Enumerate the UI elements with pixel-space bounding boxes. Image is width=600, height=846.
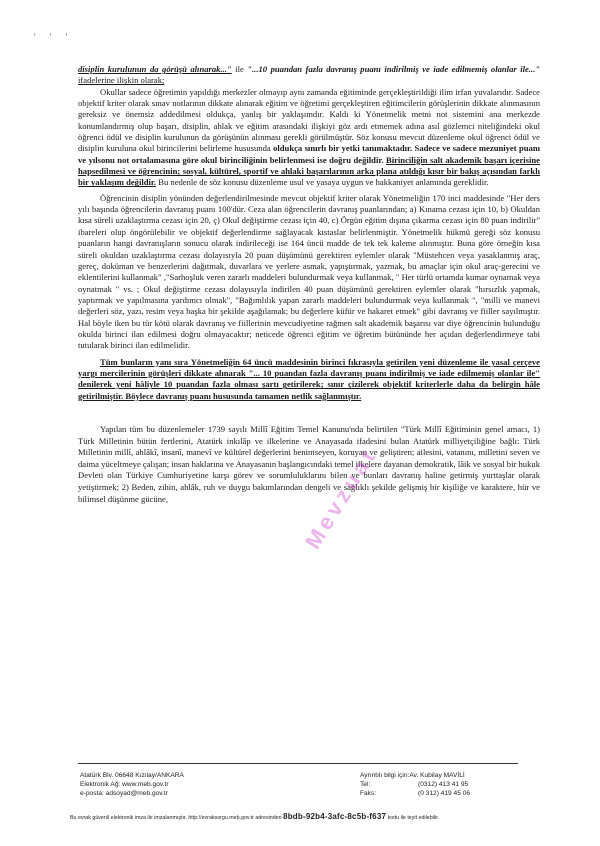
bold-run: oldukça sınırlı bir yetki tanımaktadır. Sadece ve sadece mezuniyet puanı ve yılsonu not ortalamasına göre okul birinciliğinin belirlenmesi ise doğru değildir.	[78, 143, 540, 165]
quoted-phrase: disiplin kurulunun da görüşü alınarak..."	[78, 64, 232, 74]
underlined-bold-run: Birinciliğin salt akademik başarı içerisine hapsedilmesi ve öğrencinin; sosyal, kültürel, sportif ve ahlaki başarılarının arka plana atıldığı kısır bir bakış açısından farklı bir yaklaşım değildir.	[78, 154, 540, 188]
paragraph-law-1739: Yapılan tüm bu düzenlemeler 1739 sayılı Millî Eğitim Temel Kanunu'nda belirtilen "Türk Millî Eğitiminin genel amacı, 1) Türk Milletinin bütün fertlerini, Atatürk inkılâp ve ilkelerine ve Anayasada ifadesini bulan Atatürk milliyetçiliğine bağlı: Türk Milletinin millî, ahlâkî, insanî, manevî ve kültürel değerlerini benimseyen, koruyan ve geliştiren; ailesini, vatanını, milletini seven ve daima yüceltmeye çalışan; insan haklarına ve Anayasanın başlangıcındaki temel ilkelere dayanan demokratik, lâik ve sosyal bir hukuk Devleti olan Türkiye Cumhuriyetine karşı görev ve sorumluluklarını bilen ve bunları davranış haline getirmiş yurttaşlar olarak yetiştirmek; 2) Beden, zihin, ahlâk, ruh ve duygu bakımlarından dengeli ve sağlıklı şekilde gelişmiş bir kişiliğe ve karaktere, hür ve bilimsel düşünme gücüne,	[78, 423, 540, 504]
footer-contact-row	[360, 771, 470, 780]
text-run: Okullar sadece öğretimin yapıldığı merkezler olmayıp aynı zamanda eğitiminde gerçekleştirildiği ilim irfan yuvalarıdır. Sadece objektif kriter olarak sınav notlarının dikkate alınarak eğitim ve öğretimi gerçekleştiren eğitimcilerin görüşlerinin dikkate alınmasının gereksiz ve önemsiz addedilmesi oldukça, yanlış bir yaklaşımdır. Kaldı ki Yönetmelik metni not sistemini ana merkezde konumlandırmış olup başarı, disiplin, ahlak ve eğitim arasındaki ilişkiyi göz ardı etmemek adına asıl gözlemci niteliğindeki okul öğrenci ödül ve disiplin kurulunun da görüşünün alınması gerekli görülmüştür. Söz konusu mevcut düzenleme okul öğrenci ödül ve disiplin kuruluna okul birincilerini belirleme hususunda	[78, 86, 540, 154]
verification-suffix: kodu ile teyit edilebilir.	[387, 815, 440, 821]
intro-tail: ifadelerine ilişkin olarak;	[78, 75, 165, 86]
tel-label: Tel:	[360, 781, 371, 788]
quoted-phrase: "...10 puandan fazla davranış puanı indirilmiş ve iade edilmemiş olanlar ile..."	[247, 64, 541, 74]
contact-label: Ayrıntılı bilgi için:	[360, 772, 410, 779]
footer-fax-row	[360, 789, 470, 798]
footer-email: e-posta: adsoyad@meb.gov.tr	[80, 790, 168, 797]
watermark: Mevzuat	[300, 442, 383, 554]
document-body	[78, 64, 540, 505]
verification-prefix: Bu evrak güvenli elektronik imza ile imzalanmıştır. http://evraksorgu.meb.gov.tr adresinden	[70, 815, 282, 821]
footer-divider	[78, 763, 518, 764]
verification-line	[70, 812, 550, 821]
footer-address: Atatürk Blv. 06648 Kızılay/ANKARA	[80, 772, 184, 779]
tel-value: (0312) 413 41 95	[418, 781, 469, 788]
paragraph-discipline: Öğrencinin disiplin yönünden değerlendirilmesinde mevcut objektif kriter olarak Yönetmeliğin 170 inci maddesinde "Her ders yılı başında öğrencilerin davranış puanı 100'dür. Ceza alan öğrencilerin davranış puanlarından; a) Kınama cezası için 10, b) Okuldan kısa süreli uzaklaştırma cezası için 20, ç) Okul değiştirme cezası için 40, c) Örgün eğitim dışına çıkarma cezası için 80 puan indirilir" ibareleri olup öngörülebilir ve objektif değerlendirme sağlayacak kıstaslar belirlenmiştir. Yönetmelik hükmü gereği söz konusu puanların hangi davranışların sonucu olarak indirileceği ise 164 üncü madde de tek tek kaleme alınmıştır. Buna göre örneğin kısa süreli okuldan uzaklaştırma cezası dolayısıyla 20 puan düşümünü gerektiren eylemler olarak "Müstehcen veya yasaklanmış araç, gereç, doküman ve benzerlerini dağıtmak, duvarlara ve yerlere asmak, yapıştırmak, yazmak, bu amaçlar için okul araç-gerecini ve eklentilerini kullanmak" ,"Sarhoşluk veren zararlı maddeleri bulundurmak veya kullanmak, " Her türlü ortamda kumar oynamak veya oynatmak " vs. ; Okul değiştirme cezası dolayısıyla indirilen 40 puan düşümünü gerektiren eylemler olarak "hırsızlık yapmak, yaptırmak ve yapılmasına yardımcı olmak", "Bağımlılık yapan zararlı maddeleri bulundurmak veya kullanmak ", "milli ve manevi değerleri söz, yazı, resim veya başka bir şekilde aşağılamak; bu değerlere küfür ve hakaret etmek" gibi davranış ve fiiller sayılmıştır. Hal böyle iken bu tür kötü olarak davranış ve fiillerinin mevcudiyetine rağmen salt akademik başarısı var diye öğrencinin bulunduğu okulda birinci ilan edilmesi doğru olmayacaktır; neticede öğrenci eğitim ve öğretim bütününde her açıdan değerlendirmeye tabi tutularak birinci ilan edilmelidir.	[78, 192, 540, 351]
fax-label: Faks:	[360, 790, 377, 797]
footer-address-block	[80, 771, 184, 798]
paragraph-schools	[78, 87, 540, 189]
spacer	[78, 402, 540, 424]
paragraph-regulation-64: Tüm bunların yanı sıra Yönetmeliğin 64 üncü maddesinin birinci fıkrasıyla getirilen yeni düzenleme ile yasal çerçeve yargı mercilerinin görüşleri dikkate alınarak "... 10 puandan fazla davranış puanı indirilmiş ve iade edilmemiş olanlar ile" denilerek yeni hâliyle 10 puandan fazla olması şartı getirilerek; sınır çizilerek objektif kriterlerle daha da belirgin hâle getirilmiştir. Böylece davranış puanı hususunda tamamen netlik sağlanmıştır.	[78, 356, 540, 401]
verification-code: 8bdb-92b4-3afc-8c5b-f637	[283, 812, 387, 821]
contact-name: Av. Kubilay MAVİLİ	[409, 772, 465, 779]
footer-web: Elektronik Ağ: www.meb.gov.tr	[80, 781, 169, 788]
footer-tel-row	[360, 780, 470, 789]
footer-contact-block	[360, 771, 470, 798]
text-run: Bu nedenle de söz konusu düzenleme usul ve yasaya uygun ve hakkaniyet anlamında gereklidir.	[156, 177, 489, 188]
fax-value: (0 312) 419 45 06	[418, 790, 471, 797]
connector-text: ile	[231, 64, 248, 74]
scan-marks: ' ' '	[34, 32, 74, 42]
paragraph-intro	[78, 64, 540, 87]
